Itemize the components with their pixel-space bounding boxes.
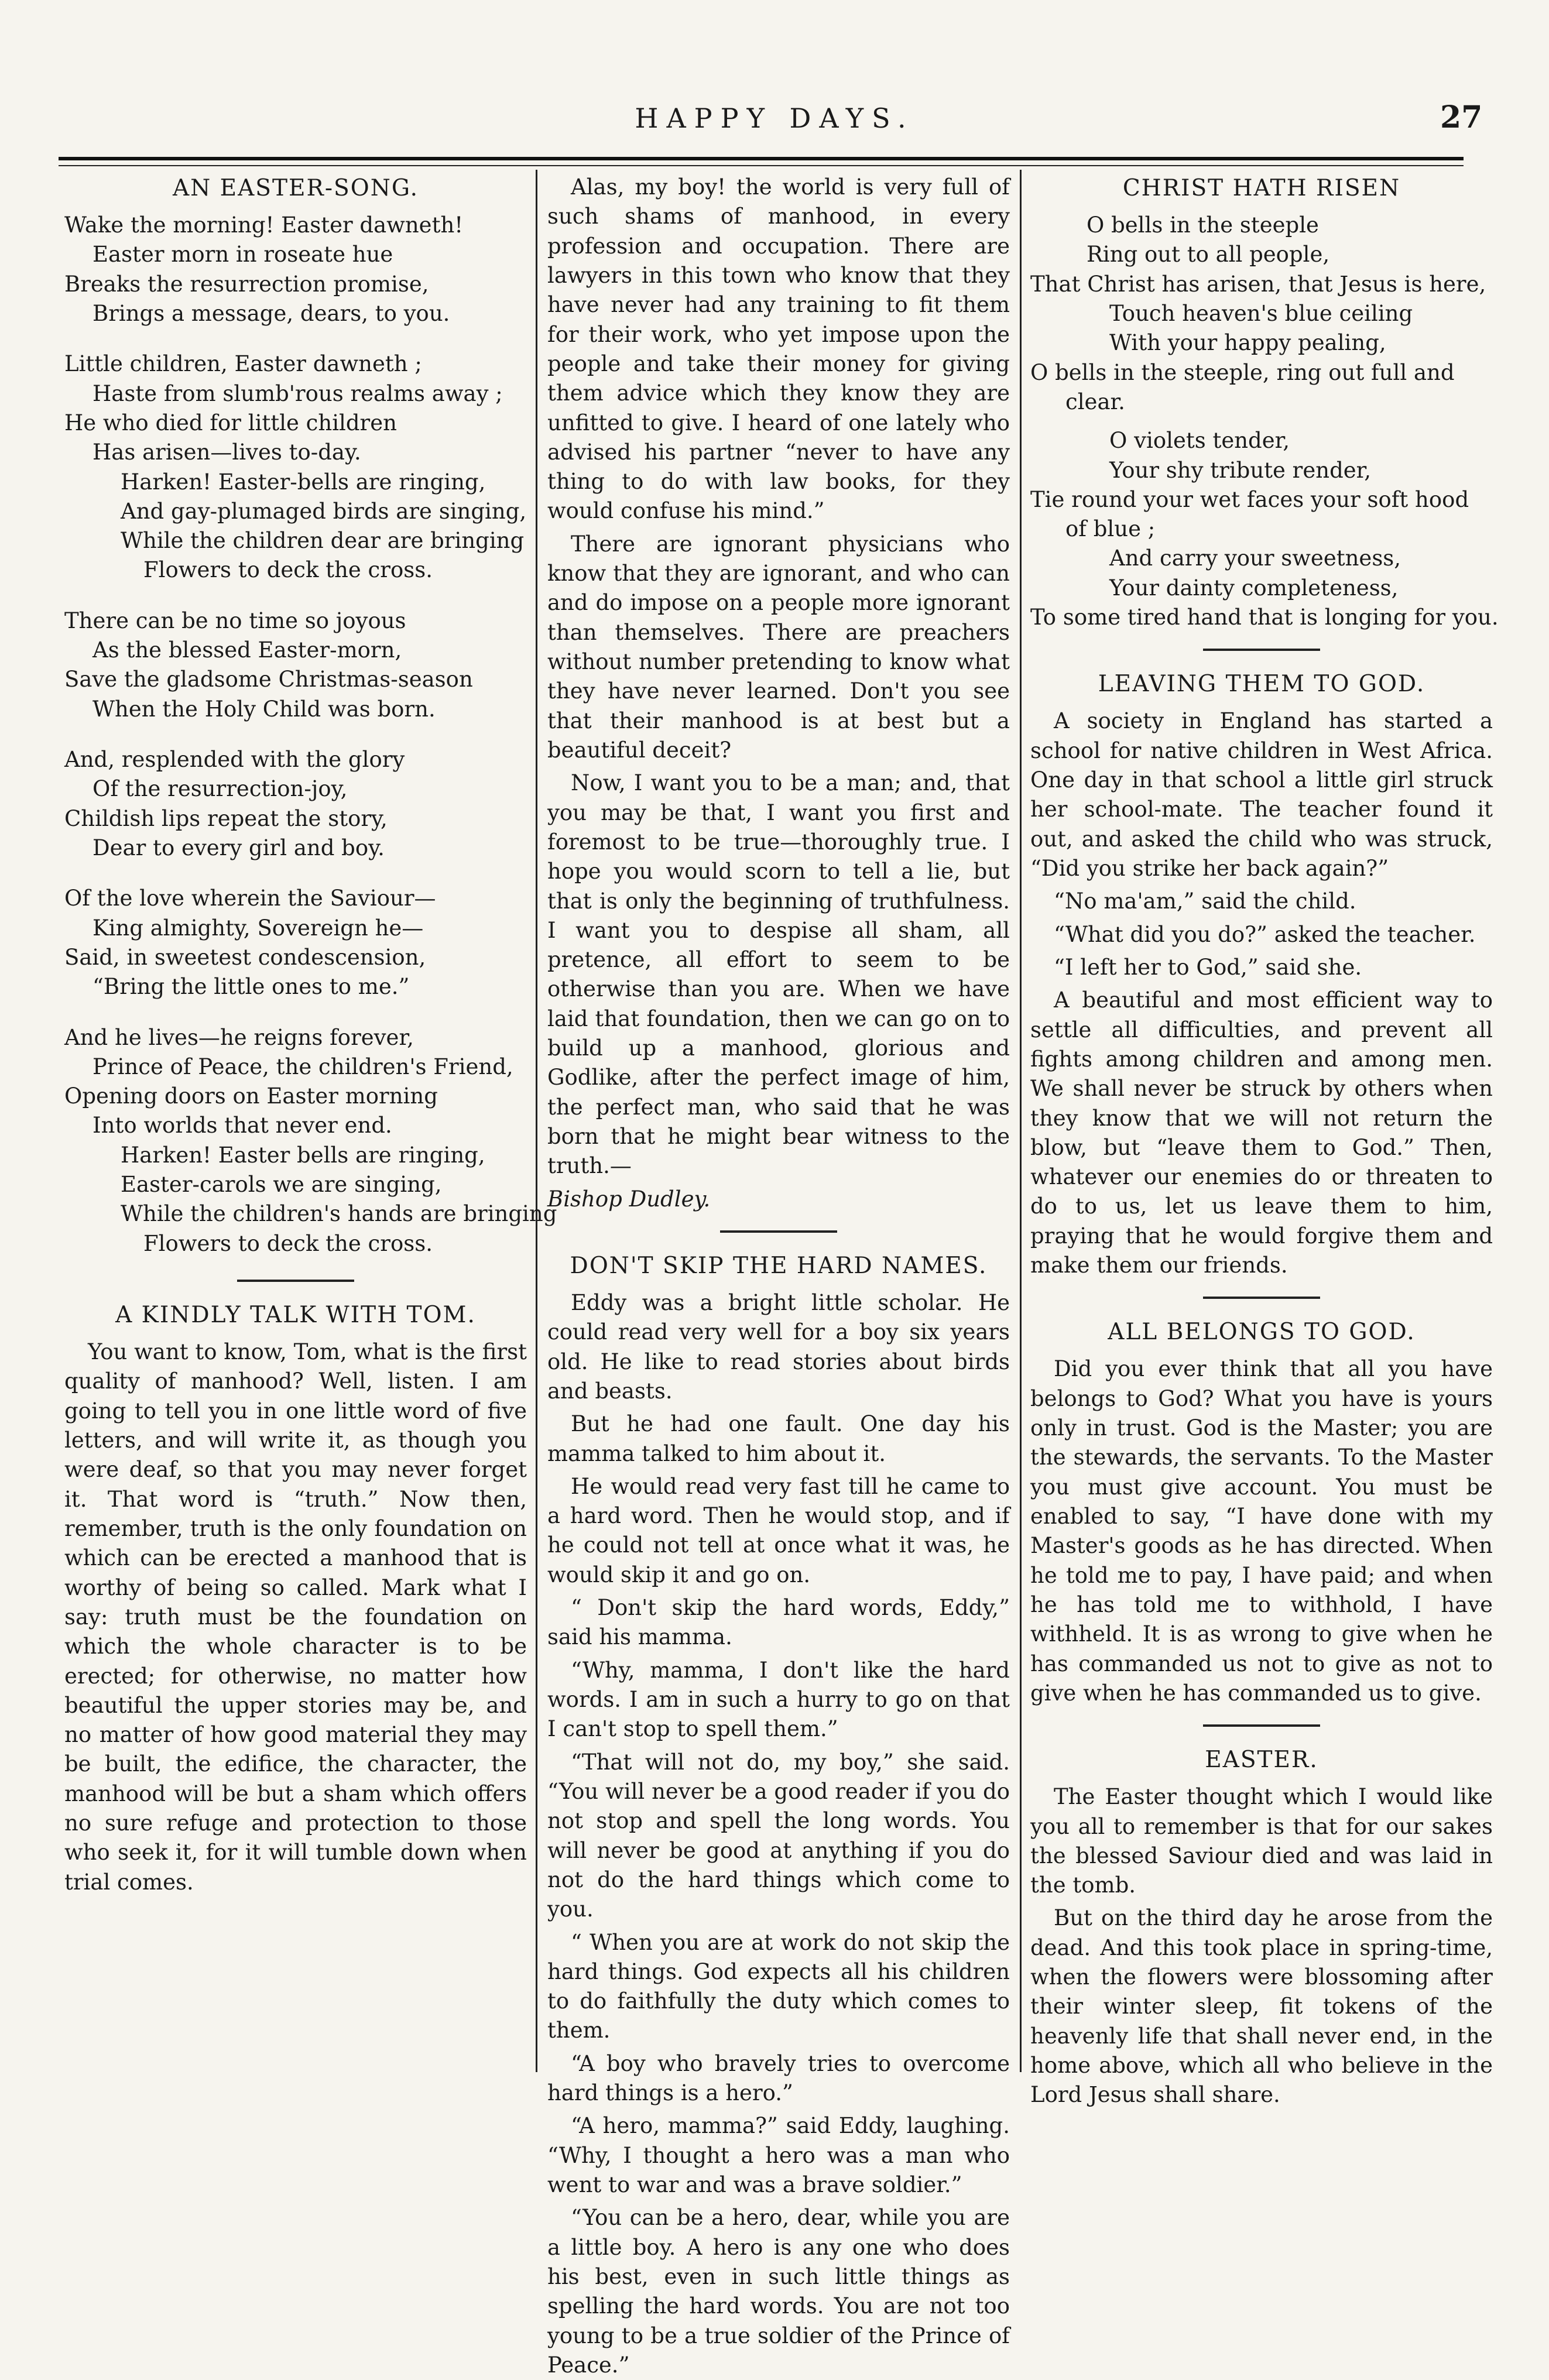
poem-line: As the blessed Easter-morn,: [92, 637, 402, 663]
paragraph: “That will not do, my boy,” she said. “You will never be a good reader if you do not stop and spell the long words. You will never be good at anything if you do not do the hard things which come to you.: [547, 1749, 1010, 1922]
poem-line: Your shy tribute render,: [1109, 457, 1372, 483]
poem-line: O bells in the steeple, ring out full and clear.: [1030, 359, 1455, 414]
poem-line: Harken! Easter-bells are ringing,: [121, 469, 486, 495]
poem-line: Harken! Easter bells are ringing,: [121, 1142, 485, 1168]
section-divider: [1203, 1724, 1320, 1727]
all-belongs-title: ALL BELONGS TO GOD.: [1108, 1319, 1416, 1346]
paragraph: Alas, my boy! the world is very full of such shams of manhood, in every profession and occupation. There are lawyers in this town who know that they have never had any training to fit them for their work, who yet impose upon the people and take their money for giving them advice which they know they are unfitted to give. I heard of one lately who advised his partner “never to have any thing to do with law books, for they would confuse his mind.”: [547, 174, 1010, 524]
poem-stanza: [64, 606, 527, 724]
paragraph: He would read very fast till he came to a hard word. Then he would stop, and if he could not tell at once what it was, he would skip it and go on.: [547, 1473, 1010, 1587]
column-3: [1030, 173, 1499, 2108]
poem-line: Flowers to deck the cross.: [143, 1230, 433, 1256]
poem-line: Opening doors on Easter morning: [64, 1083, 438, 1109]
poem-line: When the Holy Child was born.: [92, 696, 436, 722]
poem-line: Dear to every girl and boy.: [92, 835, 385, 860]
paragraph: “ Don't skip the hard words, Eddy,” said his mamma.: [547, 1595, 1010, 1650]
hard-names-title: DON'T SKIP THE HARD NAMES.: [570, 1252, 988, 1279]
poem-line: To some tired hand that is longing for you.: [1030, 605, 1499, 630]
poem-line: And he lives—he reigns forever,: [64, 1024, 414, 1050]
section-divider: [720, 1230, 837, 1233]
poem-line: He who died for little children: [64, 410, 397, 435]
poem-line: O bells in the steeple: [1087, 212, 1319, 238]
paragraph: “A hero, mamma?” said Eddy, laughing. “Why, I thought a hero was a man who went to war and was a brave soldier.”: [547, 2113, 1010, 2198]
paragraph: “I left her to God,” said she.: [1054, 954, 1362, 980]
paragraph: A society in England has started a school for native children in West Africa. One day in that school a little girl struck her school-mate. The teacher found it out, and asked the child who was struck, “Did you strike her back again?”: [1030, 708, 1493, 881]
paragraph: “Why, mamma, I don't like the hard words. I am in such a hurry to go on that I can't stop to spell them.”: [547, 1657, 1010, 1742]
paragraph: Did you ever think that all you have belongs to God? What you have is yours only in trust. God is the Master; you are the stewards, the servants. To the Master you must give account. You must be enabled to say, “I have done with my Master's goods as he has directed. When he told me to pay, I have paid; and when he has told me to withhold, I have withheld. It is as wrong to give when he has commanded us not to give as not to give when he has commanded us to give.: [1030, 1356, 1493, 1706]
stanza-break: [1030, 417, 1493, 426]
easter-article: [1030, 1782, 1493, 2110]
paragraph: But on the third day he arose from the dead. And this took place in spring-time, when the flowers were blossoming after their winter sleep, fit tokens of the heavenly life that shall never end, in the home above, which all who believe in the Lord Jesus shall share.: [1030, 1905, 1493, 2108]
section-divider: [1203, 649, 1320, 651]
paragraph: “You can be a hero, dear, while you are a little boy. A hero is any one who does his best, even in such little things as spelling the hard words. You are not too young to be a true soldier of the Prince of Peace.”: [547, 2205, 1010, 2378]
poem-line: Little children, Easter dawneth ;: [64, 351, 422, 377]
column-1: [64, 173, 557, 2081]
kindly-talk-title: A KINDLY TALK WITH TOM.: [115, 1302, 476, 1329]
poem-line: While the children dear are bringing: [121, 528, 525, 554]
paragraph: “ When you are at work do not skip the hard things. God expects all his children to do faithfully the duty which comes to them.: [547, 1929, 1010, 2043]
poem-line: “Bring the little ones to me.”: [92, 974, 410, 1000]
easter-song-poem: [64, 211, 557, 1258]
kindly-talk-continued: [547, 173, 1010, 1181]
poem-line: Into worlds that never end.: [92, 1113, 392, 1138]
header-rule: [59, 157, 1464, 160]
section-divider: [1203, 1297, 1320, 1299]
poem-stanza: [64, 1023, 557, 1259]
poem-line: With your happy pealing,: [1109, 330, 1386, 356]
poem-stanza: [64, 211, 527, 328]
poem-line: Childish lips repeat the story,: [64, 805, 388, 831]
poem-line: Touch heaven's blue ceiling: [1109, 300, 1413, 326]
christ-risen-title: CHRIST HATH RISEN: [1122, 175, 1401, 201]
poem-line: Haste from slumb'rous realms away ;: [92, 380, 503, 406]
header-rule-thin: [59, 165, 1464, 166]
paragraph: Now, I want you to be a man; and, that you may be that, I want you first and foremost to be true—thoroughly true. I hope you would scorn to tell a lie, but that is only the beginning of truthfulness. I want you to despise all sham, all pretence, all effort to seem to be otherwise than you are. When we have laid that foundation, then we can go on to build up a manhood, glorious and Godlike, after the perfect image of him, the perfect man, who said that he was born that he might bear witness to the truth.—: [547, 770, 1010, 1179]
hard-names-article: [547, 1288, 1010, 2380]
poem-line: Of the resurrection-joy,: [92, 776, 348, 802]
poem-line: Easter morn in roseate hue: [92, 242, 393, 268]
poem-line: Save the gladsome Christmas-season: [64, 667, 473, 692]
poem-line: Said, in sweetest condescension,: [64, 944, 426, 970]
poem-line: O violets tender,: [1109, 428, 1290, 454]
paragraph: A beautiful and most efficient way to settle all difficulties, and prevent all fights among children and among men. We shall never be struck by others when they know that we will not return the blow, but “leave them to God.” Then, whatever our enemies do or threaten to do to us, let us leave them to him, praying that he would forgive them and make them our friends.: [1030, 987, 1493, 1278]
poem-stanza: [64, 745, 527, 863]
paragraph: There are ignorant physicians who know that they are ignorant, and who can and do impose on a people more ignorant than themselves. There are preachers without number pretending to know what they have never learned. Don't you see that their manhood is at best but a beautiful deceit?: [547, 531, 1010, 763]
paragraph: The Easter thought which I would like you all to remember is that for our sakes the blessed Saviour died and was laid in the tomb.: [1030, 1784, 1493, 1898]
paragraph: Eddy was a bright little scholar. He could read very well for a boy six years old. He like to read stories about birds and beasts.: [547, 1290, 1010, 1404]
kindly-talk-article: [64, 1338, 527, 1897]
paragraph: “No ma'am,” said the child.: [1054, 889, 1356, 914]
paragraph: “A boy who bravely tries to overcome hard things is a hero.”: [547, 2050, 1010, 2106]
poem-line: Tie round your wet faces your soft hood of blue ;: [1030, 486, 1469, 542]
poem-line: And, resplended with the glory: [64, 747, 405, 773]
paragraph: But he had one fault. One day his mamma talked to him about it.: [547, 1411, 1010, 1466]
page-header-title: HAPPY DAYS.: [635, 102, 914, 134]
signature: Bishop Dudley.: [547, 1186, 711, 1212]
easter-song-title: AN EASTER-SONG.: [172, 175, 419, 201]
paragraph: You want to know, Tom, what is the first quality of manhood? Well, listen. I am going to tell you in one little word of five letters, and will write it, as though you were deaf, so that you may never forget it. That word is “truth.” Now then, remember, truth is the only foundation on which can be erected a manhood that is worthy of being so called. Mark what I say: truth must be the foundation on which the whole character is to be erected; for otherwise, no matter how beautiful the upper stories may be, and no matter of how good material they may be built, the edifice, the character, the manhood will be but a sham which offers no sure refuge and protection to those who seek it, for it will tumble down when trial comes.: [64, 1339, 527, 1895]
poem-line: Wake the morning! Easter dawneth!: [64, 212, 464, 238]
christ-risen-poem: [1030, 211, 1499, 632]
page-number: 27: [1440, 100, 1483, 135]
poem-line: Brings a message, dears, to you.: [92, 300, 450, 326]
poem-line: That Christ has arisen, that Jesus is here,: [1030, 271, 1486, 297]
column-rule: [536, 170, 537, 2072]
poem-stanza: [64, 349, 527, 585]
poem-line: And carry your sweetness,: [1109, 546, 1401, 571]
leaving-them-article: [1030, 707, 1493, 1280]
easter-title: EASTER.: [1205, 1747, 1318, 1774]
poem-line: Of the love wherein the Saviour—: [64, 886, 436, 911]
poem-line: Prince of Peace, the children's Friend,: [92, 1054, 513, 1079]
poem-line: While the children's hands are bringing: [121, 1201, 557, 1227]
paragraph: “What did you do?” asked the teacher.: [1054, 921, 1476, 947]
column-rule: [1020, 170, 1022, 2072]
poem-line: Breaks the resurrection promise,: [64, 271, 429, 297]
all-belongs-article: [1030, 1354, 1493, 1708]
poem-line: King almighty, Sovereign he—: [92, 915, 424, 941]
poem-line: There can be no time so joyous: [64, 608, 406, 633]
column-2: [547, 173, 1010, 2378]
poem-line: And gay-plumaged birds are singing,: [121, 498, 527, 524]
poem-line: Your dainty completeness,: [1109, 575, 1399, 601]
poem-line: Flowers to deck the cross.: [143, 557, 433, 583]
section-divider: [237, 1280, 354, 1282]
poem-line: Ring out to all people,: [1087, 242, 1330, 268]
poem-line: Has arisen—lives to-day.: [92, 440, 361, 465]
kindly-talk-signature: [547, 1185, 1010, 1214]
poem-line: Easter-carols we are singing,: [121, 1172, 442, 1198]
leaving-them-title: LEAVING THEM TO GOD.: [1098, 671, 1425, 698]
poem-stanza: [64, 884, 527, 1002]
